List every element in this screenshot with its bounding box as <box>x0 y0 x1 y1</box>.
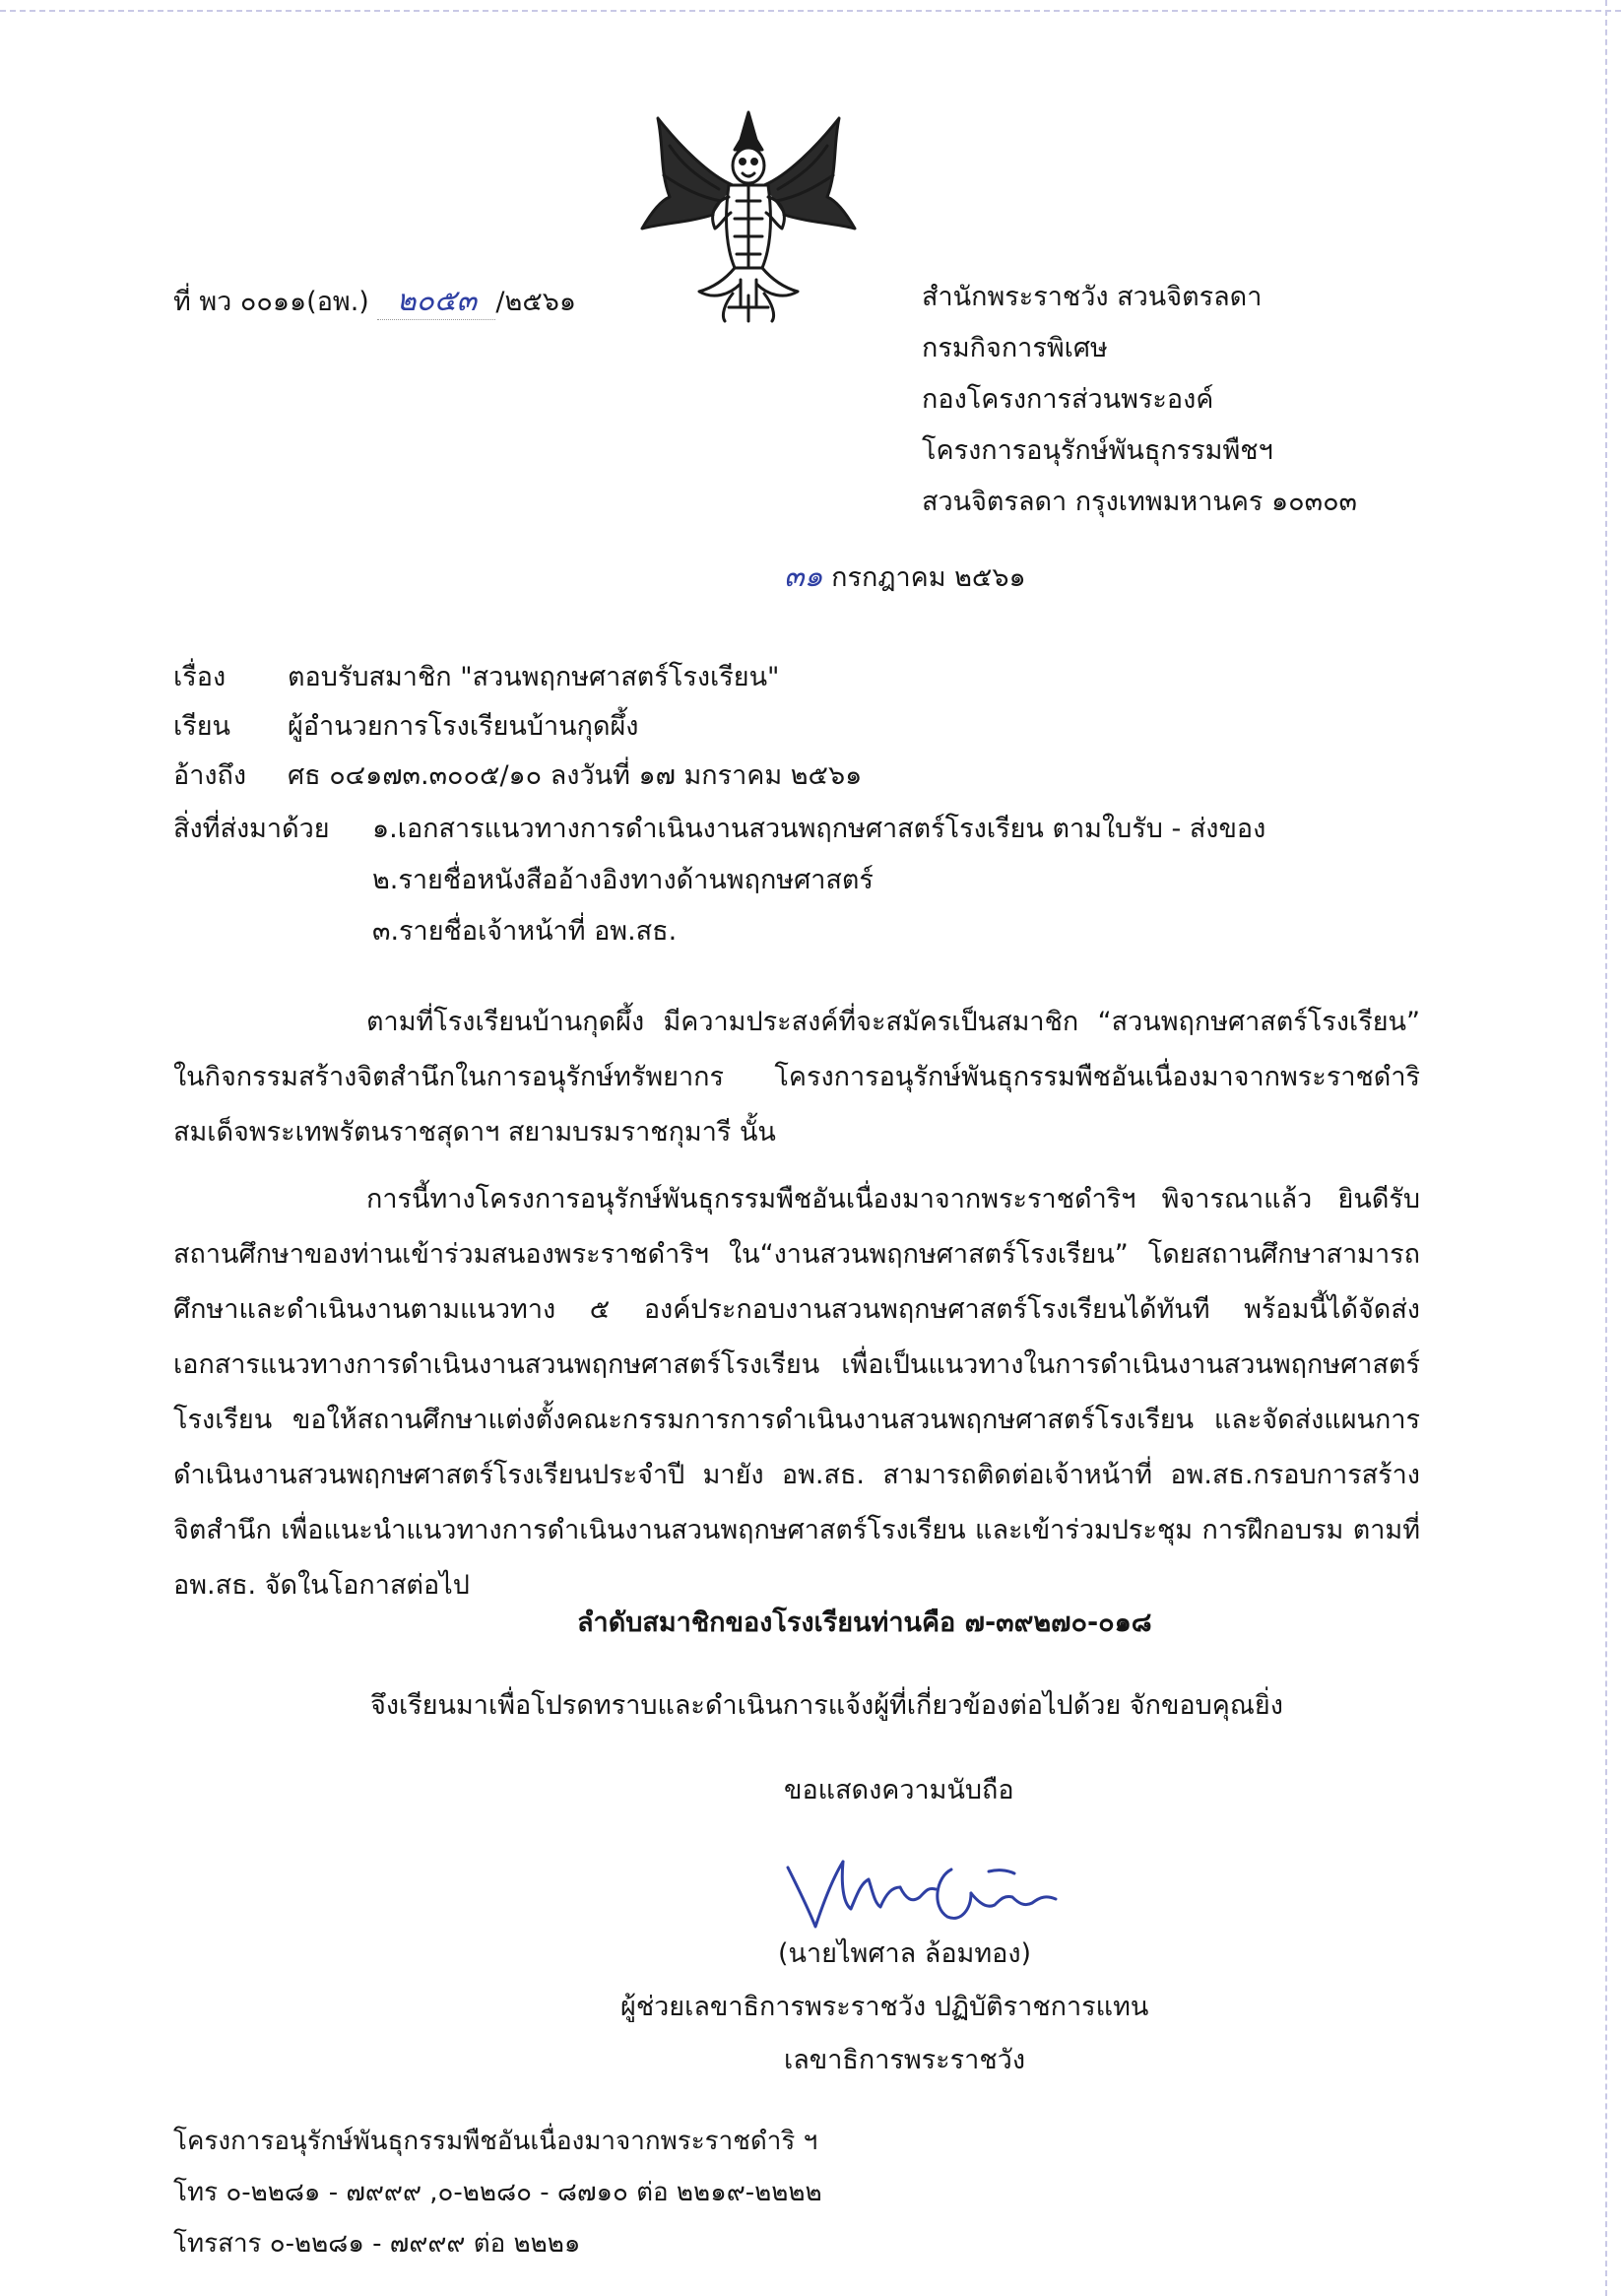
date-day-handwritten: ๓๑ <box>784 559 823 594</box>
to-label: เรียน <box>173 711 231 742</box>
signer-title-1: ผู้ช่วยเลขาธิการพระราชวัง ปฏิบัติราชการแทน <box>620 1992 1149 2022</box>
document-number-handwritten: ๒๐๕๓ <box>377 284 495 320</box>
enclosure-item-3: ๓.รายชื่อเจ้าหน้าที่ อพ.สธ. <box>372 916 678 947</box>
scan-edge-top <box>0 10 1621 12</box>
body-paragraph-2 <box>173 1172 1420 1613</box>
document-number-prefix: ที่ พว ๐๐๑๑(อพ.) <box>173 287 369 317</box>
document-number <box>173 284 576 320</box>
closing-sentence: จึงเรียนมาเพื่อโปรดทราบและดำเนินการแจ้งผู้ที่เกี่ยวข้องต่อไปด้วย จักขอบคุณยิ่ง <box>370 1690 1283 1721</box>
body-paragraph-2-text: การนี้ทางโครงการอนุรักษ์พันธุกรรมพืชอันเนื่องมาจากพระราชดำริฯ พิจารณาแล้ว ยินดีรับสถานศึกษาของท่านเข้าร่วมสนองพระราชดำริฯ ใน“งานสวนพฤกษศาสตร์โรงเรียน” โดยสถานศึกษาสามารถศึกษาและดำเนินงานตามแนวทาง ๕ องค์ประกอบงานสวนพฤกษศาสตร์โรงเรียนได้ทันที พร้อมนี้ได้จัดส่งเอกสารแนวทางการดำเนินงานสวนพฤกษศาสตร์โรงเรียน เพื่อเป็นแนวทางในการดำเนินงานสวนพฤกษศาสตร์โรงเรียน ขอให้สถานศึกษาแต่งตั้งคณะกรรมการการดำเนินงานสวนพฤกษศาสตร์โรงเรียน และจัดส่งแผนการดำเนินงานสวนพฤกษศาสตร์โรงเรียนประจำปี มายัง อพ.สธ. สามารถติดต่อเจ้าหน้าที่ อพ.สธ.กรอบการสร้างจิตสำนึก เพื่อแนะนำแนวทางการดำเนินงานสวนพฤกษศาสตร์โรงเรียน และเข้าร่วมประชุม การฝึกอบรม ตามที่ อพ.สธ. จัดในโอกาสต่อไป <box>173 1184 1420 1601</box>
sender-address-line-2: กรมกิจการพิเศษ <box>922 333 1108 363</box>
signer-title-2: เลขาธิการพระราชวัง <box>784 2045 1026 2075</box>
sender-address-line-1: สำนักพระราชวัง สวนจิตรลดา <box>922 282 1263 312</box>
handwritten-signature-icon <box>778 1848 1073 1936</box>
sender-address-line-3: กองโครงการส่วนพระองค์ <box>922 384 1214 415</box>
member-number: ลำดับสมาชิกของโรงเรียนท่านคือ ๗-๓๙๒๗๐-๐๑๘ <box>577 1607 1152 1638</box>
letter-date <box>784 559 1026 596</box>
signer-name: (นายไพศาล ล้อมทอง) <box>778 1938 1032 1969</box>
sender-address-line-5: สวนจิตรลดา กรุงเทพมหานคร ๑๐๓๐๓ <box>922 487 1358 517</box>
body-paragraph-1-text: ตามที่โรงเรียนบ้านกุดผึ้ง มีความประสงค์ที่จะสมัครเป็นสมาชิก “สวนพฤกษศาสตร์โรงเรียน” ในกิจกรรมสร้างจิตสำนึกในการอนุรักษ์ทรัพยากร โครงการอนุรักษ์พันธุกรรมพืชอันเนื่องมาจากพระราชดำริ สมเด็จพระเทพรัตนราชสุดาฯ สยามบรมราชกุมารี นั้น <box>173 1007 1420 1148</box>
enclosure-label: สิ่งที่ส่งมาด้วย <box>173 814 330 844</box>
footer-phone: โทร ๐-๒๒๘๑ - ๗๙๙๙ ,๐-๒๒๘๐ - ๘๗๑๐ ต่อ ๒๒๑๙-๒๒๒๒ <box>173 2178 822 2207</box>
reference-label: อ้างถึง <box>173 760 247 791</box>
scan-edge-right <box>1605 0 1607 2296</box>
subject-label: เรื่อง <box>173 662 227 692</box>
reference-value: ศธ ๐๔๑๗๓.๓๐๐๕/๑๐ ลงวันที่ ๑๗ มกราคม ๒๕๖๑ <box>288 760 863 791</box>
enclosure-item-2: ๒.รายชื่อหนังสืออ้างอิงทางด้านพฤกษศาสตร์ <box>372 865 874 895</box>
sender-address-line-4: โครงการอนุรักษ์พันธุกรรมพืชฯ <box>922 435 1273 466</box>
footer-fax: โทรสาร ๐-๒๒๘๑ - ๗๙๙๙ ต่อ ๒๒๒๑ <box>173 2229 581 2259</box>
garuda-emblem-icon <box>630 106 867 323</box>
enclosure-item-1: ๑.เอกสารแนวทางการดำเนินงานสวนพฤกษศาสตร์โรงเรียน ตามใบรับ - ส่งของ <box>372 814 1266 844</box>
document-number-suffix: /๒๕๖๑ <box>495 287 577 317</box>
respect-closing: ขอแสดงความนับถือ <box>784 1775 1014 1805</box>
to-value: ผู้อำนวยการโรงเรียนบ้านกุดผึ้ง <box>288 711 639 742</box>
body-paragraph-1 <box>173 995 1420 1160</box>
date-month-year: กรกฎาคม ๒๕๖๑ <box>831 562 1026 593</box>
subject-value: ตอบรับสมาชิก "สวนพฤกษศาสตร์โรงเรียน" <box>288 662 780 692</box>
footer-office: โครงการอนุรักษ์พันธุกรรมพืชอันเนื่องมาจากพระราชดำริ ฯ <box>173 2127 818 2156</box>
